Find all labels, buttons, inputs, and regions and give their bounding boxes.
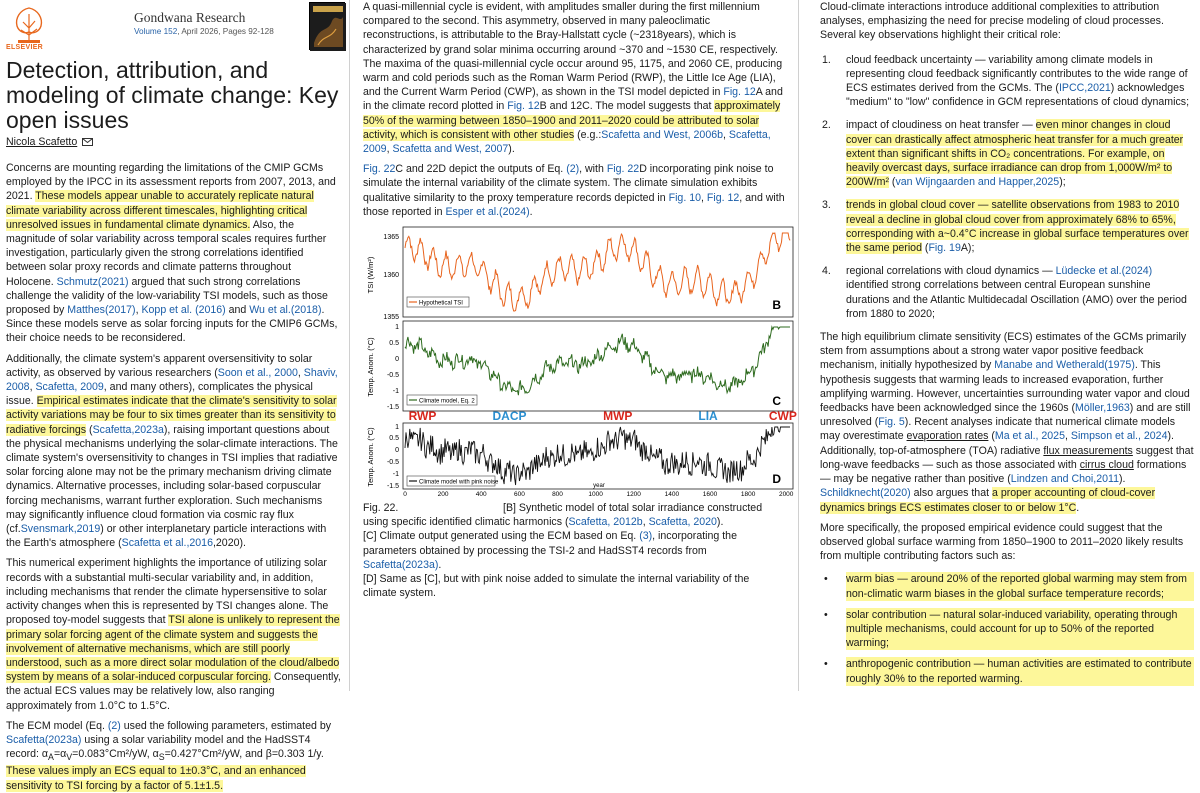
period-label-mwp: MWP [603,409,633,424]
list-item: 1. cloud feedback uncertainty — variability among climate models in representing cloud feedback significantly contributes to the wide range of ECS estimates derived from the GCMs. The (IPCC,2021) acknowledges "medium" to "low" confidence in GCM representations of cloud dynamics; [822,53,1190,109]
x-tick-label: 1200 [626,491,641,499]
list-item: 4. regional correlations with cloud dynamics — Lüdecke et al.(2024) identified strong correlations between central European sunshine durations and the Atlantic Multidecadal Oscillation (AMO) over the period from 1880 to 2020; [822,265,1187,320]
factors-list [820,572,1194,685]
highlight: approximately 50% of the warming between 1850–1900 and 2011–2020 could be attributed to solar activity, which is consistent with other studies [363,100,781,141]
panel-c-ytick: -1.5 [386,404,399,412]
citation-link[interactable]: Scafetta,2023a [92,423,164,436]
figure-link[interactable]: Fig. 19 [928,242,961,255]
highlight: These values imply an ECS equal to 1±0.3°C, and an enhanced sensitivity to TSI forcing by a factor of 5.1±1.5. [6,765,306,792]
panel-d-ytick: 1 [395,424,399,432]
panel-d-letter: D [772,472,781,487]
paragraph-c3-2: The high equilibrium climate sensitivity (ECS) estimates of the GCMs primarily stem from assumptions about a strong water vapor positive feedback mechanism, initially hypothesized by Manabe and Wetherald(1975). This hypothesis suggests that warming leads to increased evaporation, further amplifying warming. However, uncertainties surrounding water vapor and cloud feedbacks have been acknowledged since the 1960s (Möller,1963) and are still unresolved (Fig. 5). Recent analyses indicate that numerical climate models may overestimate evaporation rates (Ma et al., 2025, Simpson et al., 2024). Additionally, top-of-atmosphere (TOA) radiative flux measurements suggest that long-wave feedbacks — such as those associated with cirrus cloud formations — may be negative rather than positive (Lindzen and Choi,2011). Schildknecht(2020) also argues that a proper accounting of cloud-cover dynamics brings ECS estimates closer to or below 1°C. [820,331,1194,514]
volume-info [134,27,274,36]
panel-b-ytick: 1365 [383,234,399,242]
x-tick-label: 400 [475,491,487,499]
citation-link[interactable]: Simpson et al., 2024 [1070,430,1168,443]
panel-c-letter: C [772,394,781,409]
journal-header [6,0,341,58]
panel-c-ytick: 0 [395,356,399,364]
list-item: 3. trends in global cloud cover — satellite observations from 1983 to 2010 reveal a decline in global cloud cover from approximately 68% to 65%, corresponding with a~0.4°C increase in global surface temperatures over the same period (Fig. 19A); [822,199,1189,255]
figure-22[interactable] [363,225,797,499]
citation-link[interactable]: Scafetta, 2012b [568,516,643,529]
x-tick-label: 0 [403,491,407,499]
x-tick-label: 2000 [778,491,794,499]
publisher-name: ELSEVIER [6,44,44,51]
citation-link[interactable]: Soon et al., 2000 [217,366,298,379]
highlight: even minor changes in cloud cover can drastically affect atmospheric heat transfer for a much greater extent than significant shifts in CO₂ concentrations. For example, on heavily overcast days, surface irradiance can drop from 1,000W/m² to 200W/m² [846,119,1184,189]
svg-text:Climate model, Eq. 2: Climate model, Eq. 2 [419,398,475,405]
panel-b-ylabel: TSI (W/m²) [366,256,375,294]
x-tick-label: 1400 [664,491,680,499]
citation-link[interactable]: Scafetta et al.,2016 [121,537,213,550]
figure-link[interactable]: Fig. 5 [878,416,905,429]
topic-link[interactable]: evaporation rates [906,430,989,443]
period-label-rwp: RWP [408,409,437,424]
column-3 [808,0,1200,691]
panel-d-ytick: -1 [392,471,399,479]
citation-link[interactable]: Wu et al.(2018) [249,304,322,317]
citation-link[interactable]: Matthes(2017) [67,304,136,317]
article-title: Detection, attribution, and modeling of climate change: Key open issues [6,57,339,133]
figure-link[interactable]: Fig. 12 [723,86,756,99]
paragraph-c2-2: Fig. 22C and 22D depict the outputs of Eq. (2), with Fig. 22D incorporating pink noise to simulate the internal variability of the climate system. The climate simulation exhibits qualitative similarity to the proxy temperature records depicted in Fig. 10, Fig. 12, and with those reported in Esper et al.(2024). [363,163,785,218]
email-icon[interactable] [82,138,93,146]
paragraph-c3-intro: Cloud-climate interactions introduce additional complexities to attribution analyses, emphasizing the need for precise modeling of cloud processes. Several key observations highlight their critical role: [820,1,1164,42]
list-item: • warm bias — around 20% of the reported global warming may stem from non-climatic warm biases in the global surface temperature records; [820,572,1194,600]
panel-d-ytick: -1.5 [386,483,399,491]
observations-list [820,53,1194,321]
x-tick-label: 1600 [702,491,718,499]
citation-link[interactable]: Schildknecht(2020) [820,487,911,500]
panel-c-ytick: -1 [392,388,399,396]
x-tick-label: 1800 [740,491,756,499]
highlight: solar contribution — natural solar-induced variability, operating through multiple mechanisms, could account for up to 50% of the reported warming; [846,608,1194,651]
figure-link[interactable]: Fig. 22 [363,163,396,176]
highlight: Empirical estimates indicate that the climate's sensitivity to solar activity variations may be four to six times greater than its sensitivity to radiative forcings [6,395,337,436]
equation-link[interactable]: (2) [566,163,580,176]
citation-link[interactable]: Lindzen and Choi,2011 [1010,473,1119,486]
citation-link[interactable]: Scafetta and West, 2006b [601,128,723,141]
figure-link[interactable]: Fig. 12 [706,191,740,204]
x-tick-label: 1000 [588,491,603,499]
paragraph-c2-1: A quasi-millennial cycle is evident, with amplitudes smaller during the first millennium compared to the second. This asymmetry, observed in many paleoclimatic reconstructions, is attributable to the Bray-Hallstatt cycle (~2318years), which is characterized by grand solar minima occurring around ~370 and ~1530 CE, respectively. The maxima of the quasi-millennial cycle occur around 95, 1175, and 2060 CE, producing warm and cold periods such as the Roman Warm Period (RWP), the Little Ice Age (LIA), and the Current Warm Period (CWP), as shown in the TSI model depicted in Fig. 12A and in the climate record plotted in Fig. 12B and 12C. The model suggests that approximately 50% of the warming between 1850–1900 and 2011–2020 could be attributed to solar activity, which is consistent with other studies (e.g.:Scafetta and West, 2006b, Scafetta, 2009, Scafetta and West, 2007). [363,1,783,156]
paragraph-c1-3: This numerical experiment highlights the importance of utilizing solar records with a substantial multi-secular variability and, in addition, including mechanisms that render the climate hypersensitive to solar activity changes when this is represented by TSI changes alone. The proposed toy-model suggests that TSI alone is unlikely to represent the primary solar forcing agent of the climate system and suggests the involvement of alternative mechanisms, which are still poorly understood, such as a more direct solar modulation of the cloud/albedo system by means of a solar-induced corpuscular forcing. Consequently, the actual ECS values may be relatively low, also ranging approximately from 1.0°C to 1.5°C. [6,557,341,712]
panel-b-legend [407,297,469,307]
column-2 [351,0,797,691]
journal-title[interactable]: Gondwana Research [134,10,246,25]
equation-link[interactable]: (2) [107,719,121,732]
x-axis-label: year [593,483,605,490]
panel-d-ylabel: Temp. Anom. (°C) [366,427,375,487]
svg-text:Climate model with pink noise: Climate model with pink noise [419,479,499,486]
period-label-cwp: CWP [768,409,797,424]
highlight: anthropogenic contribution — human activities are estimated to contribute roughly 30% to the reported warming. [846,657,1194,685]
citation-link[interactable]: Scafetta, 2009 [35,381,104,394]
elsevier-tree-logo-icon [10,2,48,50]
citation-link[interactable]: Möller,1963 [1075,402,1130,415]
panel-b-letter: B [772,298,781,313]
citation-link[interactable]: Schmutz(2021) [56,275,129,288]
highlight: trends in global cloud cover — satellite observations from 1983 to 2010 reveal a decline in global cloud cover from approximately 68% to 65%, corresponding with a~0.4°C increase in global surface temperatures over the same period [846,199,1189,255]
citation-link[interactable]: Ma et al., 2025 [994,430,1065,443]
panel-c-legend [407,395,477,405]
figure-link[interactable]: Fig. 22 [606,163,640,176]
highlight: a proper accounting of cloud-cover dynamics brings ECS estimates closer to or below 1°C [820,487,1156,514]
topic-link[interactable]: flux measurements [1043,444,1133,457]
citation-link[interactable]: Kopp et al. (2016) [141,304,226,317]
paragraph-c1-1: Concerns are mounting regarding the limitations of the CMIP GCMs employed by the IPCC in its assessment reports from 2007, 2013, and 2021. These models appear unable to accurately replicate natural climate variability across different timescales, highlighting critical unresolved issues in fundamental climate dynamics. Also, the magnitude of solar variability across temporal scales requires further investigation, particularly given the strong correlations identified between solar proxy records and climate patterns throughout Holocene. Schmutz(2021) argued that such strong correlations challenge the validity of the low-variability TSI models, such as those proposed by Matthes(2017), Kopp et al. (2016) and Wu et al.(2018). Since these models serve as solar forcing inputs for the CMIP6 GCMs, their choice needs to be reconsidered. [6,162,338,345]
list-item: • anthropogenic contribution — human activities are estimated to contribute roughly 30% to the reported warming. [820,657,1194,685]
figure-link[interactable]: Fig. 10 [668,191,701,204]
panel-c-ytick: -0.5 [386,372,399,380]
citation-link[interactable]: van Wijngaarden and Happer,2025 [895,176,1060,189]
column-divider [798,0,799,691]
highlight: These models appear unable to accurately replicate natural climate variability across different timescales, highlighting critical unresolved issues in fundamental climate dynamics. [6,190,314,231]
period-label-lia: LIA [698,409,718,424]
panel-c-ytick: 1 [395,324,399,332]
journal-cover-image[interactable] [309,2,345,50]
panel-c-ylabel: Temp. Anom. (°C) [366,337,375,397]
volume-pages: , April 2026, Pages 92-128 [177,27,274,36]
caption-c: [C] Climate output generated using the ECM based on Eq. (3), incorporating the parameters obtained by processing the TSI-2 and HadSST4 records from Scafetta(2023a). [363,530,737,571]
panel-d-ytick: 0.5 [389,435,399,443]
column-1 [0,0,347,792]
citation-link[interactable]: Scafetta, 2020 [648,516,717,529]
panel-b-ytick: 1360 [383,272,399,280]
caption-b: Fig. 22. [B] Synthetic model of total solar irradiance constructed using specific identified climatic harmonics (Scafetta, 2012b, Scafetta, 2020). [363,502,763,529]
topic-link[interactable]: cirrus cloud [1079,458,1134,471]
citation-link[interactable]: Scafetta, 2009 [363,128,771,156]
panel-d-legend [407,476,499,486]
x-tick-label: 800 [552,491,563,499]
figure-caption [363,501,785,600]
panel-d-ytick: 0 [395,447,399,455]
volume-link[interactable]: Volume 152 [134,27,178,36]
highlight: TSI alone is unlikely to represent the primary solar forcing agent of the climate system and suggests the involvement of alternative mechanisms, which are still poorly understood, such as a more direct solar modulation of the cloud/albedo system by means of a solar-induced corpuscular forcing. [6,614,340,684]
highlight: warm bias — around 20% of the reported global warming may stem from non-climatic warm biases in the global surface temperature records; [846,572,1194,600]
paragraph-c1-2: Additionally, the climate system's apparent oversensitivity to solar activity, as observed by various researchers (Soon et al., 2000, Shaviv, 2008, Scafetta, 2009, and many others), complicates the physical issue. Empirical estimates indicate that the climate's sensitivity to solar activity variations may be four to six times greater than its sensitivity to radiative forcings (Scafetta,2023a), raising important questions about the physical mechanisms underlying the solar-climate interactions. The climate system's oversensitivity to changes in TSI implies that radiative solar forcing alone may not be the primary mechanism driving climate dynamics. Alternative processes, including solar-based corpuscular forcing mechanisms, warrant further exploration. Such mechanisms may significantly influence cloud formation via cosmic ray flux (cf.Svensmark,2019) or other interplanetary particle interactions with the Earth's atmosphere (Scafetta et al.,2016,2020). [6,352,338,550]
x-tick-label: 200 [437,491,449,499]
citation-link[interactable]: Scafetta(2023a) [363,558,439,571]
list-item: 2. impact of cloudiness on heat transfer — even minor changes in cloud cover can drastically affect atmospheric heat transfer for a much greater extent than significant shifts in CO₂ concentrations. For example, on heavily overcast days, surface irradiance can drop from 1,000W/m² to 200W/m² (van Wijngaarden and Happer,2025); [822,119,1184,189]
author-name[interactable]: Nicola Scafetto [6,136,78,148]
panel-c-ytick: 0.5 [389,340,399,348]
cover-art-icon [310,3,346,51]
figure-22-plot [363,225,797,499]
column-divider [349,0,350,691]
paragraph-c1-4: The ECM model (Eq. (2) used the following parameters, estimated by Scafetta(2023a) using a solar variability model and the HadSST4 record: $\alpha_A=\alpha_V=0.083^\circ Cm^2/yW$, $\alpha_S=0.427^\circ Cm^2/yW$, and β=0.303 1/y. These values imply an ECS equal to 1±0.3°C, and an enhanced sensitivity to TSI forcing by a factor of 5.1±1.5. [6,719,332,792]
figure-label: Fig. 22. [363,502,399,515]
figure-link[interactable]: Fig. 12 [507,100,540,113]
citation-link[interactable]: Esper et al.(2024) [445,205,530,218]
list-item: • solar contribution — natural solar-induced variability, operating through multiple mechanisms, could account for up to 50% of the reported warming; [820,608,1194,651]
period-label-dacp: DACP [492,409,527,424]
x-tick-label: 600 [513,491,525,499]
panel-d-ytick: -0.5 [386,459,399,467]
citation-link[interactable]: Scafetta and West, 2007 [392,143,509,156]
citation-link[interactable]: Shaviv, 2008 [6,366,338,394]
citation-link[interactable]: Scafetta(2023a) [6,733,82,746]
citation-link[interactable]: Manabe and Wetherald(1975) [994,359,1135,372]
caption-d: [D] Same as [C], but with pink noise added to simulate the internal variability of the climate system. [363,573,750,600]
panel-b-ytick: 1355 [383,314,399,322]
citation-link[interactable]: Svensmark,2019 [20,523,101,536]
author-line [6,136,341,148]
citation-link[interactable]: IPCC,2021 [1058,82,1111,95]
svg-text:Hypothetical TSI: Hypothetical TSI [419,300,463,307]
citation-link[interactable]: Lüdecke et al.(2024) [1055,265,1153,278]
paragraph-c3-3: More specifically, the proposed empirical evidence could suggest that the observed global surface warming from 1850–1900 to 2011–2020 likely results from multiple contributing factors such as: [820,521,1184,563]
equation-link[interactable]: (3) [639,530,653,543]
